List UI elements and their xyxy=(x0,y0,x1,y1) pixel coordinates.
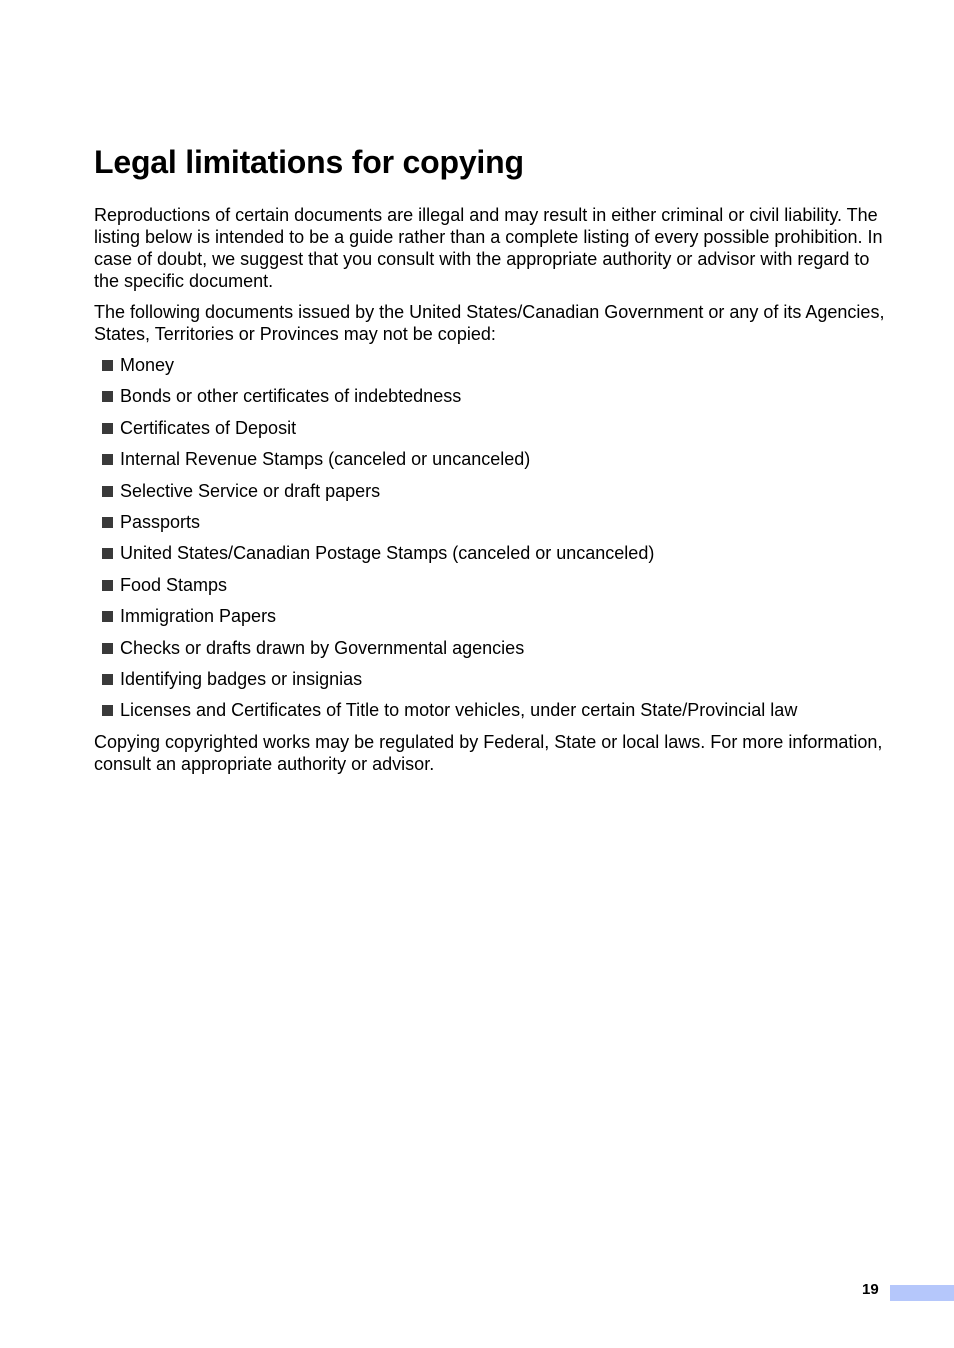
list-item xyxy=(94,480,894,502)
list-item xyxy=(94,354,894,376)
square-bullet-icon xyxy=(102,454,113,465)
square-bullet-icon xyxy=(102,611,113,622)
list-item-text: Money xyxy=(120,355,175,375)
square-bullet-icon xyxy=(102,517,113,528)
square-bullet-icon xyxy=(102,643,113,654)
list-item-text: Identifying badges or insignias xyxy=(120,668,363,689)
square-bullet-icon xyxy=(102,580,113,591)
intro-paragraph: Reproductions of certain documents are illegal and may result in either criminal or civil liability. The listing below is intended to be a guide rather than a complete listing of every possible prohibition. In case of doubt, we suggest that you consult with the appropriate authority or advisor with regard to the specific document. xyxy=(94,205,883,291)
square-bullet-icon xyxy=(102,548,113,559)
square-bullet-icon xyxy=(102,674,113,685)
list-item-text: Passports xyxy=(120,511,201,532)
page-content xyxy=(94,142,894,784)
prohibited-documents-list xyxy=(94,354,894,721)
page-number: 19 xyxy=(862,1281,879,1298)
list-item-text: Bonds or other certificates of indebtedness xyxy=(120,386,462,407)
page-tab-marker xyxy=(890,1285,954,1301)
page-title: Legal limitations for copying xyxy=(94,144,524,180)
list-item xyxy=(94,699,894,721)
square-bullet-icon xyxy=(102,391,113,402)
list-item xyxy=(94,511,894,533)
square-bullet-icon xyxy=(102,705,113,716)
lead-in-paragraph: The following documents issued by the United States/Canadian Government or any of its Agencies, States, Territories or Provinces may not be copied: xyxy=(94,302,885,344)
list-item-text: Selective Service or draft papers xyxy=(120,480,381,501)
list-item xyxy=(94,385,894,407)
list-item-text: Licenses and Certificates of Title to motor vehicles, under certain State/Provincial law xyxy=(120,700,798,721)
square-bullet-icon xyxy=(102,486,113,497)
list-item-text: Food Stamps xyxy=(120,574,228,595)
list-item-text: United States/Canadian Postage Stamps (canceled or uncanceled) xyxy=(120,543,655,564)
list-item xyxy=(94,668,894,690)
list-item xyxy=(94,637,894,659)
closing-paragraph: Copying copyrighted works may be regulated by Federal, State or local laws. For more information, consult an appropriate authority or advisor. xyxy=(94,731,883,774)
square-bullet-icon xyxy=(102,423,113,434)
list-item xyxy=(94,448,894,470)
list-item-text: Checks or drafts drawn by Governmental agencies xyxy=(120,637,525,658)
list-item xyxy=(94,574,894,596)
list-item-text: Internal Revenue Stamps (canceled or uncanceled) xyxy=(120,449,531,470)
list-item xyxy=(94,605,894,627)
list-item-text: Immigration Papers xyxy=(120,606,277,627)
list-item-text: Certificates of Deposit xyxy=(120,417,297,438)
square-bullet-icon xyxy=(102,360,113,371)
list-item xyxy=(94,417,894,439)
list-item xyxy=(94,542,894,564)
